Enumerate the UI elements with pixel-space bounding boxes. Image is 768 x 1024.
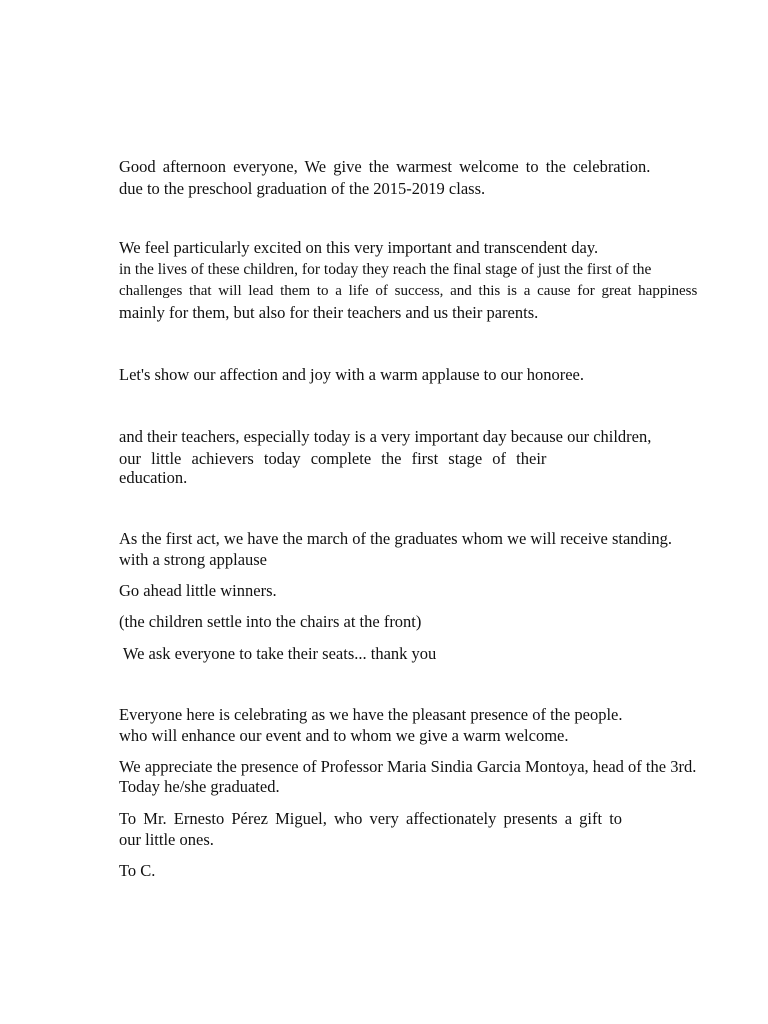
paragraph-5-line-1: As the first act, we have the march of the graduates whom we will receive standing. <box>119 529 673 548</box>
paragraph-11-line-2: our little ones. <box>119 830 214 849</box>
paragraph-2-line-3: challenges that will lead them to a life of success, and this is a cause for great happiness <box>119 283 698 299</box>
paragraph-6-line-1: Go ahead little winners. <box>119 581 277 600</box>
paragraph-5-line-2: with a strong applause <box>119 550 268 569</box>
paragraph-2-line-2: in the lives of these children, for today they reach the final stage of just the first of the <box>119 261 652 278</box>
paragraph-8-line-1: We ask everyone to take their seats... thank you <box>119 644 437 663</box>
paragraph-1-line-1: Good afternoon everyone, We give the warmest welcome to the celebration. <box>119 157 651 176</box>
paragraph-10-line-2: Today he/she graduated. <box>119 777 280 796</box>
paragraph-10-line-1: We appreciate the presence of Professor Maria Sindia Garcia Montoya, head of the 3rd. <box>119 757 697 776</box>
paragraph-3-line-1: Let's show our affection and joy with a warm applause to our honoree. <box>119 365 584 384</box>
paragraph-7-line-1: (the children settle into the chairs at the front) <box>119 612 422 631</box>
paragraph-9-line-1: Everyone here is celebrating as we have the pleasant presence of the people. <box>119 705 623 724</box>
paragraph-4-line-3: education. <box>119 468 188 487</box>
paragraph-11-line-1: To Mr. Ernesto Pérez Miguel, who very affectionately presents a gift to <box>119 809 623 828</box>
paragraph-12-line-1: To C. <box>119 861 156 880</box>
paragraph-2-line-4: mainly for them, but also for their teachers and us their parents. <box>119 303 539 322</box>
paragraph-9-line-2: who will enhance our event and to whom we give a warm welcome. <box>119 726 569 745</box>
paragraph-4-line-1: and their teachers, especially today is a very important day because our children, <box>119 427 652 446</box>
paragraph-1-line-2: due to the preschool graduation of the 2015-2019 class. <box>119 179 486 198</box>
paragraph-4-line-2: our little achievers today complete the first stage of their <box>119 449 547 468</box>
paragraph-2-line-1: We feel particularly excited on this very important and transcendent day. <box>119 238 599 257</box>
